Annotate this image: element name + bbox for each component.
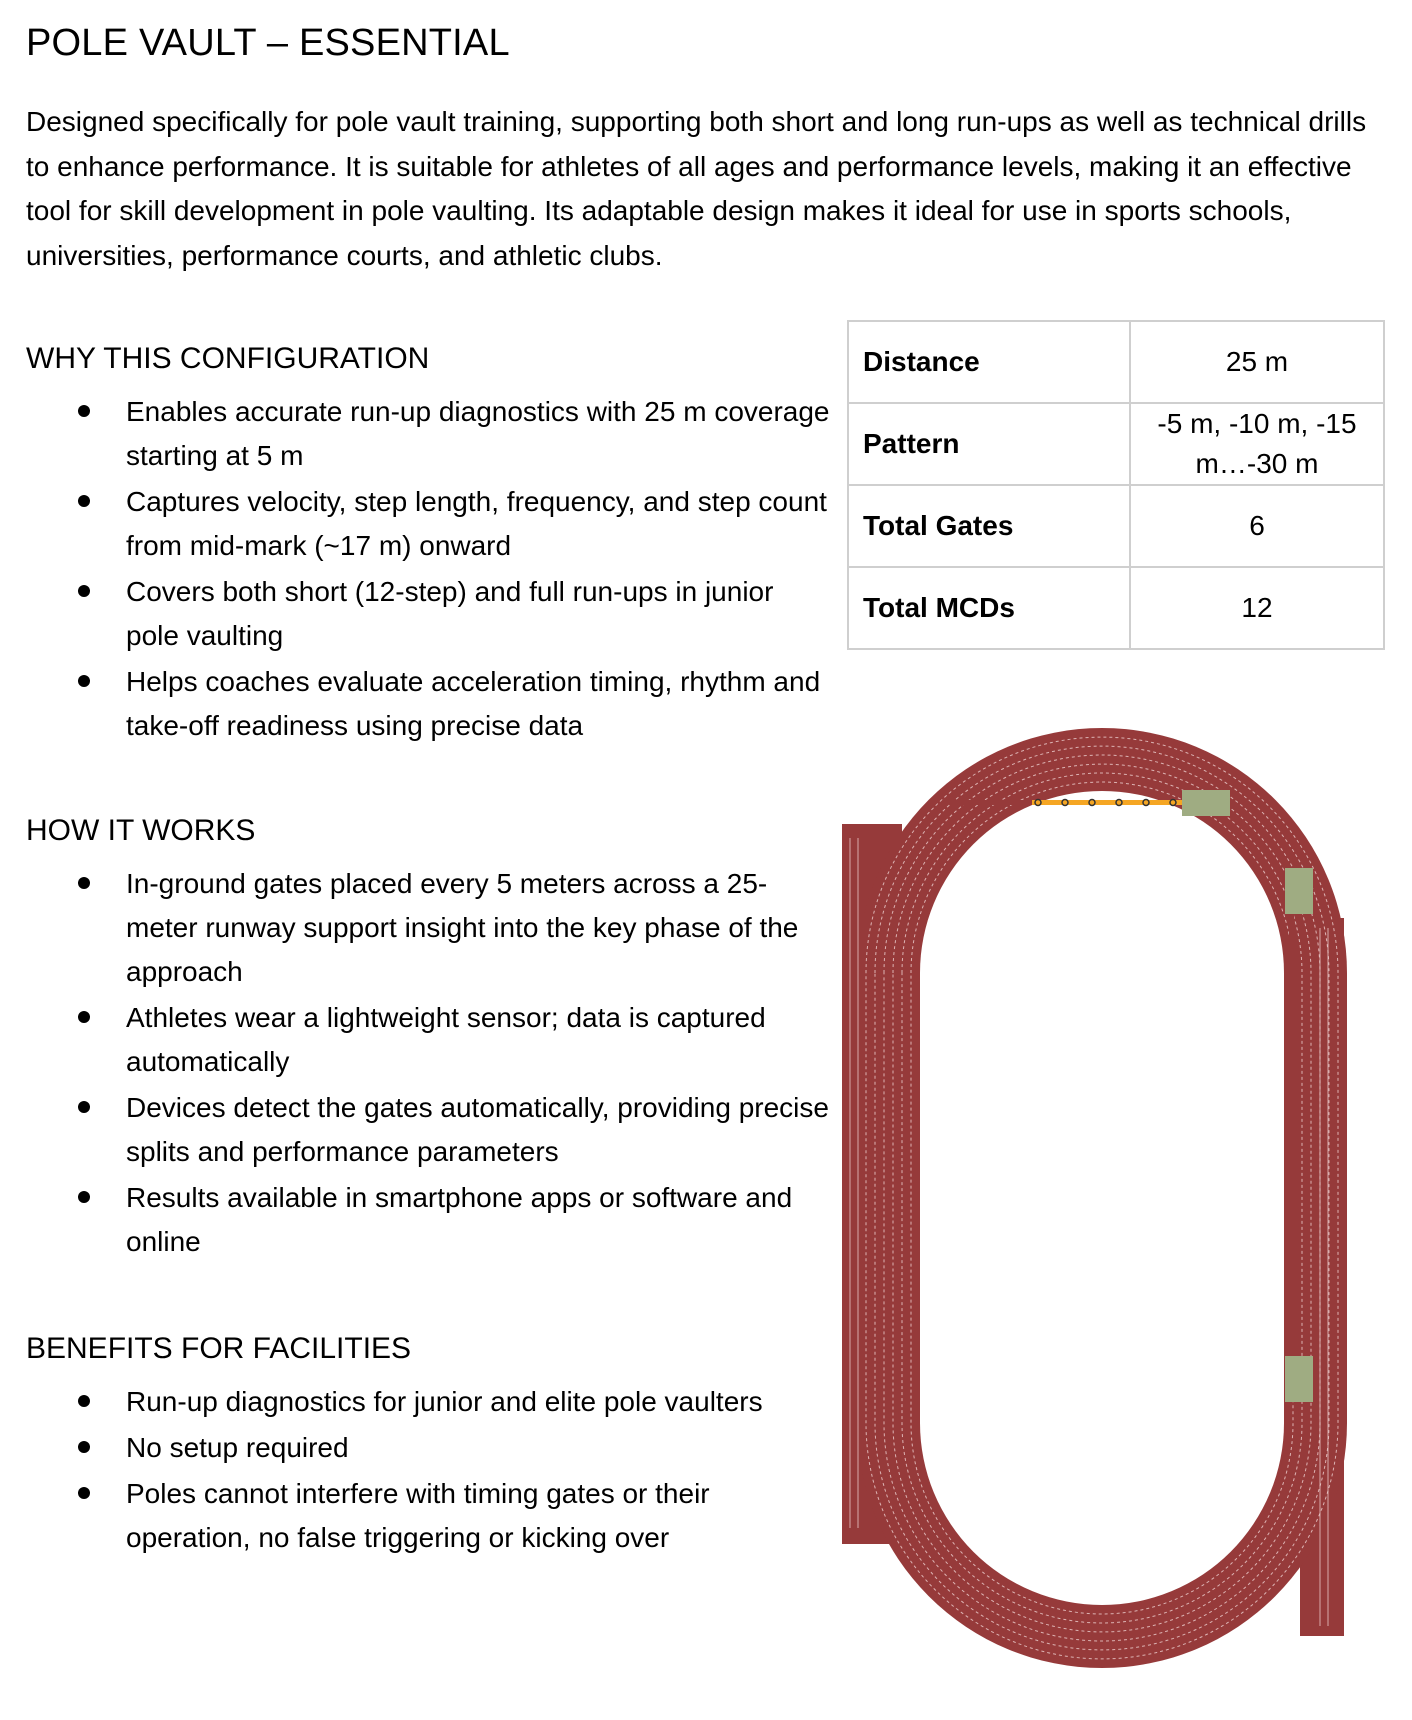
bullet-icon [78,1441,90,1453]
section-heading-why: WHY THIS CONFIGURATION [26,342,430,375]
table-row [848,485,1384,567]
bullet-icon [78,495,90,507]
table-row [848,567,1384,649]
athletics-track-icon [842,718,1352,1678]
spec-value: 6 [1130,485,1384,567]
list-item: Helps coaches evaluate acceleration timing, rhythm and take-off readiness using precise data [0,660,830,748]
landing-pit-icon [1285,868,1313,914]
list-item: Results available in smartphone apps or software and online [0,1176,830,1264]
bullet-icon [78,1011,90,1023]
bullet-icon [78,877,90,889]
bullet-icon [78,1395,90,1407]
list-item: Poles cannot interfere with timing gates or their operation, no false triggering or kicking over [0,1472,830,1560]
list-item: Devices detect the gates automatically, providing precise splits and performance parameters [0,1086,830,1174]
infield [920,791,1284,1605]
list-item: In-ground gates placed every 5 meters across a 25-meter runway support insight into the key phase of the approach [0,862,830,994]
list-item: Enables accurate run-up diagnostics with 25 m coverage starting at 5 m [0,390,830,478]
section-heading-benefits: BENEFITS FOR FACILITIES [26,1332,412,1365]
landing-pit-icon [1285,1356,1313,1402]
spec-label: Distance [848,321,1130,403]
list-why [0,390,830,750]
table-row [848,321,1384,403]
bullet-icon [78,675,90,687]
specs-table [847,320,1385,650]
list-item: No setup required [0,1426,830,1470]
section-heading-how: HOW IT WORKS [26,814,256,847]
landing-pit-icon [1182,790,1230,816]
spec-value: 25 m [1130,321,1384,403]
spec-value: -5 m, -10 m, -15 m…-30 m [1130,403,1384,485]
bullet-icon [78,1191,90,1203]
list-how [0,862,830,1266]
intro-paragraph: Designed specifically for pole vault training, supporting both short and long run-ups as well as technical drills to enhance performance. It is suitable for athletes of all ages and performance levels, making it an effective tool for skill development in pole vaulting. Its adaptable design makes it ideal for use in sports schools, universities, performance courts, and athletic clubs. [26,106,1367,271]
gate-zone [1032,800,1182,805]
spec-label: Total MCDs [848,567,1130,649]
bullet-icon [78,1101,90,1113]
spec-label: Total Gates [848,485,1130,567]
spec-value: 12 [1130,567,1384,649]
bullet-icon [78,1487,90,1499]
bullet-icon [78,405,90,417]
list-item: Athletes wear a lightweight sensor; data is captured automatically [0,996,830,1084]
list-item: Covers both short (12-step) and full run-ups in junior pole vaulting [0,570,830,658]
page-title: POLE VAULT – ESSENTIAL [26,22,510,64]
track-diagram [842,718,1352,1678]
bullet-icon [78,585,90,597]
side-runway [1289,906,1294,1356]
table-row [848,403,1384,485]
list-benefits [0,1380,830,1562]
spec-label: Pattern [848,403,1130,485]
list-item: Captures velocity, step length, frequency, and step count from mid-mark (~17 m) onward [0,480,830,568]
list-item: Run-up diagnostics for junior and elite pole vaulters [0,1380,830,1424]
